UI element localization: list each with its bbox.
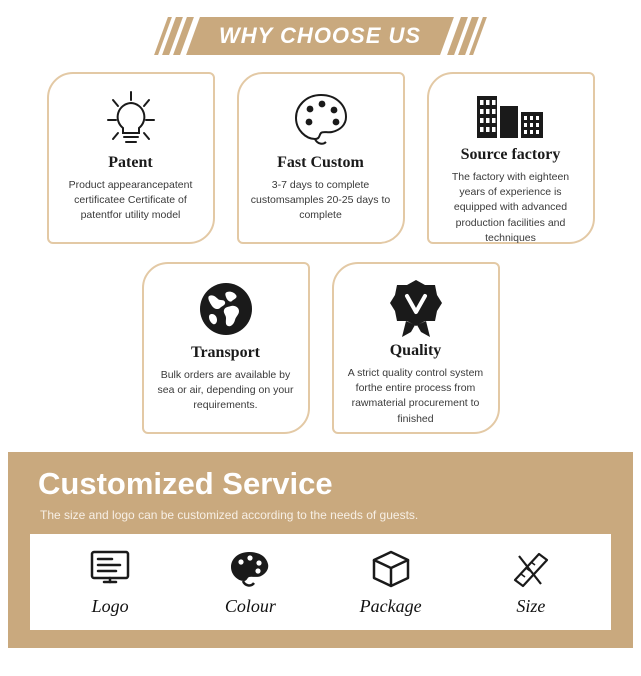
feature-desc: Bulk orders are available by sea or air, depending on your requirements. — [157, 369, 294, 412]
feature-title: Source factory — [460, 146, 561, 163]
customized-item-label: Package — [359, 595, 422, 616]
lightbulb-icon — [104, 88, 158, 150]
feature-title: Patent — [108, 154, 153, 171]
header-title-plate — [187, 17, 455, 55]
customized-item-label: Colour — [224, 595, 276, 616]
feature-card-fast-custom — [237, 72, 405, 244]
feature-row-2 — [38, 262, 603, 434]
globe-icon — [197, 278, 255, 340]
customized-item-logo — [50, 548, 170, 617]
logo-screen-icon — [90, 548, 130, 590]
feature-card-patent — [47, 72, 215, 244]
customized-service-title: Customized Service — [38, 466, 333, 501]
customized-item-label: Logo — [91, 595, 129, 616]
rulers-icon — [511, 548, 551, 590]
palette-icon — [293, 88, 349, 150]
customized-service-subtitle: The size and logo can be customized according to the needs of guests. — [40, 508, 419, 522]
feature-title: Transport — [190, 344, 261, 361]
customized-item-size — [471, 548, 591, 617]
feature-card-quality — [332, 262, 500, 434]
page-title: WHY CHOOSE US — [219, 23, 422, 48]
customized-item-colour — [190, 548, 310, 617]
feature-row-1 — [38, 72, 603, 244]
feature-desc: 3-7 days to complete customsamples 20-25 days to complete — [250, 179, 391, 222]
customized-item-label: Size — [516, 595, 546, 616]
feature-card-transport — [142, 262, 310, 434]
feature-desc: The factory with eighteen years of experience is equipped with advanced production facilities and techniques — [451, 171, 570, 244]
palette-icon — [229, 548, 271, 590]
customized-item-package — [331, 548, 451, 617]
customized-service-panel — [30, 534, 611, 630]
feature-title: Quality — [389, 342, 442, 359]
feature-desc: A strict quality control system forthe entire process from rawmaterial procurement to finished — [347, 367, 484, 425]
feature-card-source-factory — [427, 72, 595, 244]
page-header — [0, 0, 641, 72]
box-icon — [371, 548, 411, 590]
right-slash-decoration — [448, 17, 486, 55]
feature-desc: Product appearancepatent certificatee Certificate of patentfor utility model — [68, 179, 193, 222]
customized-service-section — [8, 452, 633, 648]
feature-cards — [0, 72, 641, 434]
quality-badge-icon — [389, 278, 443, 338]
feature-title: Fast Custom — [277, 154, 364, 171]
factory-icon — [474, 88, 548, 142]
header-banner — [155, 17, 485, 55]
